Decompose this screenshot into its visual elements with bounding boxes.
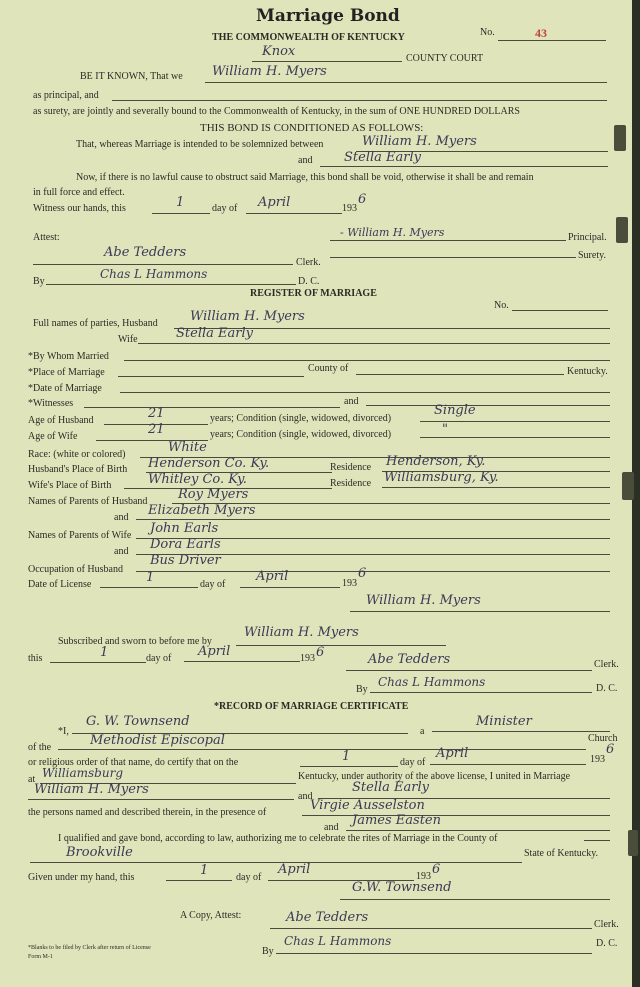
bond-number-label: No. <box>480 27 495 38</box>
cert-and: and <box>298 791 313 802</box>
parents-husband-label: Names of Parents of Husband <box>28 496 148 507</box>
age-husband-value: 21 <box>148 406 165 421</box>
binder-tab <box>614 125 626 151</box>
parents-husband-and: and <box>114 512 129 523</box>
surety-text: as surety, are jointly and severally bound to the Commonwealth of Kentucky, in the sum of ONE HUNDRED DOLLARS <box>33 106 520 117</box>
subscribed-day: 1 <box>100 645 109 660</box>
witness-day: 1 <box>176 195 185 210</box>
binder-tab <box>616 217 628 243</box>
subscribed-day-of: day of <box>146 653 172 664</box>
parents-husband-mother: Elizabeth Myers <box>148 503 256 518</box>
age-wife-value: 21 <box>148 422 165 437</box>
wife-birth-label: Wife's Place of Birth <box>28 480 112 491</box>
register-dc-label: D. C. <box>596 683 618 694</box>
bond-county: Brookville <box>66 845 133 860</box>
witness-year-suffix: 6 <box>358 192 367 207</box>
wife-residence-label: Residence <box>330 478 372 489</box>
witness-year-prefix: 193 <box>342 203 357 214</box>
wife-label: Wife <box>118 334 138 345</box>
subscribed-text: Subscribed and sworn to before me by <box>58 636 212 647</box>
bond-dc-signature: Chas L Hammons <box>100 267 208 281</box>
church-label: Church <box>588 733 618 744</box>
given-under-text: Given under my hand, this <box>28 872 135 883</box>
register-dc-signature: Chas L Hammons <box>378 675 486 689</box>
kentucky-label: Kentucky. <box>567 366 608 377</box>
parents-wife-father: John Earls <box>150 521 219 536</box>
cert-place: Williamsburg <box>42 766 123 780</box>
cert-clerk-label: Clerk. <box>594 919 619 930</box>
age-wife-label: Age of Wife <box>28 431 78 442</box>
register-clerk-label: Clerk. <box>594 659 619 670</box>
parents-wife-mother: Dora Earls <box>150 537 221 552</box>
license-day-of: day of <box>200 579 226 590</box>
kentucky-authority-text: Kentucky, under authority of the above license, I united in Marriage <box>298 771 571 782</box>
husband-birth-value: Henderson Co. Ky. <box>148 456 270 471</box>
principal-label: Principal. <box>568 232 607 243</box>
cert-dc-label: D. C. <box>596 938 618 949</box>
register-heading: REGISTER OF MARRIAGE <box>250 288 377 299</box>
document-title: Marriage Bond <box>256 6 400 26</box>
condition-husband-label: years; Condition (single, widowed, divorced) <box>210 413 392 424</box>
footnote-blanks: *Blanks to be filed by Clerk after return of License <box>28 945 151 951</box>
bond-number-value: 43 <box>535 26 547 40</box>
and-text: and <box>298 155 313 166</box>
license-year-prefix: 193 <box>342 578 357 589</box>
bride-name: Stella Early <box>344 150 421 165</box>
cert-bride: Stella Early <box>352 780 429 795</box>
cert-by-label: By <box>262 946 274 957</box>
witnesses-and: and <box>344 396 359 407</box>
cert-groom: William H. Myers <box>34 782 149 797</box>
age-husband-label: Age of Husband <box>28 415 94 426</box>
cert-year-suffix: 6 <box>606 742 615 757</box>
given-year-prefix: 193 <box>416 871 431 882</box>
license-year-suffix: 6 <box>358 566 367 581</box>
parents-wife-label: Names of Parents of Wife <box>28 530 132 541</box>
register-clerk-signature: Abe Tedders <box>368 652 451 667</box>
whereas-text: That, whereas Marriage is intended to be solemnized between <box>76 139 324 150</box>
officiant-name: G. W. Townsend <box>86 714 190 729</box>
license-month: April <box>256 569 289 584</box>
race-label: Race: (white or colored) <box>28 449 126 460</box>
cert-clerk-signature: Abe Tedders <box>286 910 369 925</box>
commonwealth-heading: THE COMMONWEALTH OF KENTUCKY <box>212 32 405 43</box>
officiant-signature: G.W. Townsend <box>352 880 452 895</box>
subscribed-year-suffix: 6 <box>316 645 325 660</box>
in-full-force-text: in full force and effect. <box>33 187 125 198</box>
husband-name: William H. Myers <box>190 309 305 324</box>
date-license-label: Date of License <box>28 579 92 590</box>
religious-order-text: or religious order of that name, do certify that on the <box>28 757 239 768</box>
as-principal-text: as principal, and <box>33 90 99 101</box>
day-of-text: day of <box>212 203 238 214</box>
given-day-of: day of <box>236 872 262 883</box>
cert-year-prefix: 193 <box>590 754 605 765</box>
bond-clerk-label: Clerk. <box>296 257 321 268</box>
given-year-suffix: 6 <box>432 862 441 877</box>
now-if-text: Now, if there is no lawful cause to obstruct said Marriage, this bond shall be void, otherwise it shall be and remain <box>76 172 534 183</box>
husband-residence-label: Residence <box>330 462 372 473</box>
husband-residence-value: Henderson, Ky. <box>386 454 486 469</box>
qualified-text: I qualified and gave bond, according to law, authorizing me to celebrate the rites of Marriage in the County of <box>58 833 498 844</box>
license-day: 1 <box>146 570 155 585</box>
cert-dc-signature: Chas L Hammons <box>284 934 392 948</box>
principal-name: William H. Myers <box>212 64 327 79</box>
county-name: Knox <box>262 44 296 59</box>
witness-text: Witness our hands, this <box>33 203 126 214</box>
subscribed-year-prefix: 193 <box>300 653 315 664</box>
by-whom-label: *By Whom Married <box>28 351 109 362</box>
parents-husband-father: Roy Myers <box>178 487 249 502</box>
cert-witness-1: Virgie Ausselston <box>310 798 425 813</box>
parents-wife-and: and <box>114 546 129 557</box>
principal-signature: - William H. Myers <box>340 226 445 239</box>
bond-by-label: By <box>33 276 45 287</box>
church-name: Methodist Episcopal <box>90 733 225 748</box>
full-names-label: Full names of parties, Husband <box>33 318 158 329</box>
certificate-heading: *RECORD OF MARRIAGE CERTIFICATE <box>214 701 409 712</box>
county-court-label: COUNTY COURT <box>406 53 484 64</box>
cert-i-label: *I, <box>58 726 69 737</box>
husband-signature: William H. Myers <box>366 593 481 608</box>
wife-birth-value: Whitley Co. Ky. <box>148 472 247 487</box>
cert-at-label: at <box>28 774 36 785</box>
occupation-value: Bus Driver <box>150 553 221 568</box>
condition-husband-value: Single <box>434 403 476 418</box>
place-label: *Place of Marriage <box>28 367 105 378</box>
surety-label: Surety. <box>578 250 606 261</box>
officiant-role: Minister <box>476 714 532 729</box>
be-it-known-text: BE IT KNOWN, That we <box>80 71 183 82</box>
cert-day: 1 <box>342 749 351 764</box>
attest-label: Attest: <box>33 232 60 243</box>
bond-clerk-signature: Abe Tedders <box>104 245 187 260</box>
wife-residence-value: Williamsburg, Ky. <box>384 470 499 485</box>
footnote-form: Form M-1 <box>28 954 53 960</box>
persons-named-text: the persons named and described therein, in the presence of <box>28 807 267 818</box>
copy-attest-label: A Copy, Attest: <box>180 910 242 921</box>
witnesses-label: *Witnesses <box>28 398 74 409</box>
race-value: White <box>168 440 207 455</box>
occupation-label: Occupation of Husband <box>28 564 123 575</box>
cert-a-label: a <box>420 726 425 737</box>
date-of-marriage-label: *Date of Marriage <box>28 383 102 394</box>
register-by-label: By <box>356 684 368 695</box>
condition-wife-value: " <box>442 422 448 437</box>
given-month: April <box>278 862 311 877</box>
groom-name: William H. Myers <box>362 134 477 149</box>
given-day: 1 <box>200 863 209 878</box>
bond-dc-label: D. C. <box>298 276 320 287</box>
conditioned-heading: THIS BOND IS CONDITIONED AS FOLLOWS: <box>200 122 424 134</box>
county-of-label: County of <box>308 363 349 374</box>
subscribed-name: William H. Myers <box>244 625 359 640</box>
wife-name: Stella Early <box>176 326 253 341</box>
cert-witness-2: James Easten <box>352 813 441 828</box>
witness-month: April <box>258 195 291 210</box>
binder-tab <box>622 472 634 500</box>
subscribed-month: April <box>198 644 231 659</box>
husband-birth-label: Husband's Place of Birth <box>28 464 128 475</box>
cert-day-of: day of <box>400 757 426 768</box>
condition-wife-label: years; Condition (single, widowed, divorced) <box>210 429 392 440</box>
cert-witness-and: and <box>324 822 339 833</box>
cert-month: April <box>436 746 469 761</box>
register-number-label: No. <box>494 300 509 311</box>
subscribed-this: this <box>28 653 43 664</box>
binder-tab <box>628 830 638 856</box>
state-of-kentucky-label: State of Kentucky. <box>524 848 599 859</box>
cert-of-the-label: of the <box>28 742 52 753</box>
